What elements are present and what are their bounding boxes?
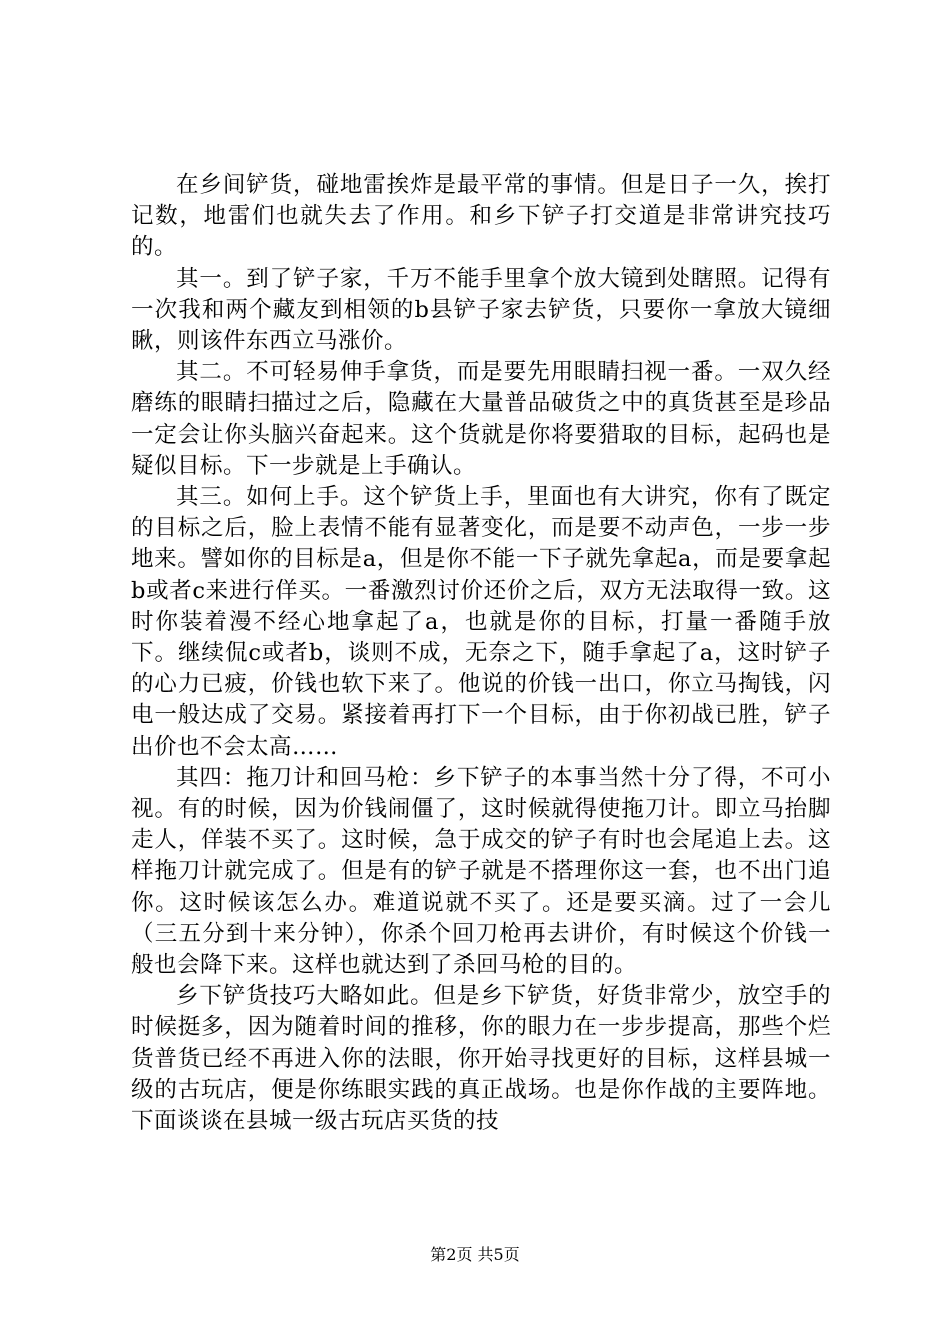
paragraph-summary: 乡下铲货技巧大略如此。但是乡下铲货，好货非常少，放空手的时候挺多，因为随着时间的推移，你的眼力在一步步提高，那些个烂货普货已经不再进入你的法眼，你开始寻找更好的目标，这样县城一级的古玩店，便是你练眼实践的真正战场。也是你作战的主要阵地。下面谈谈在县城一级古玩店买货的技	[131, 983, 831, 1135]
paragraph-tip-three: 其三。如何上手。这个铲货上手，里面也有大讲究，你有了既定的目标之后，脸上表情不能有显著变化，而是要不动声色，一步一步地来。譬如你的目标是a，但是你不能一下子就先拿起a，而是要拿起b或者c来进行佯买。一番激烈讨价还价之后，双方无法取得一致。这时你装着漫不经心地拿起了a，也就是你的目标，打量一番随手放下。继续侃c或者b，谈则不成，无奈之下，随手拿起了a，这时铲子的心力已疲，价钱也软下来了。他说的价钱一出口，你立马掏钱，闪电一般达成了交易。紧接着再打下一个目标，由于你初战已胜，铲子出价也不会太高……	[131, 484, 831, 760]
paragraph-intro: 在乡间铲货，碰地雷挨炸是最平常的事情。但是日子一久，挨打记数，地雷们也就失去了作用。和乡下铲子打交道是非常讲究技巧的。	[131, 172, 831, 261]
paragraph-tip-two: 其二。不可轻易伸手拿货，而是要先用眼睛扫视一番。一双久经磨练的眼睛扫描过之后，隐藏在大量普品破货之中的真货甚至是珍品一定会让你头脑兴奋起来。这个货就是你将要猎取的目标，起码也是疑似目标。下一步就是上手确认。	[131, 359, 831, 479]
page-footer	[0, 1242, 950, 1265]
document-body	[131, 170, 831, 1137]
page-number-label: 第2页 共5页	[430, 1245, 520, 1264]
paragraph-tip-four: 其四：拖刀计和回马枪：乡下铲子的本事当然十分了得，不可小视。有的时候，因为价钱闹僵了，这时候就得使拖刀计。即立马抬脚走人，佯装不买了。这时候，急于成交的铲子有时也会尾追上去。这样拖刀计就完成了。但是有的铲子就是不搭理你这一套，也不出门追你。这时候该怎么办。难道说就不买了。还是要买滴。过了一会儿（三五分到十来分钟），你杀个回刀枪再去讲价，有时候这个价钱一般也会降下来。这样也就达到了杀回马枪的目的。	[131, 764, 831, 979]
paragraph-tip-one: 其一。到了铲子家，千万不能手里拿个放大镜到处瞎照。记得有一次我和两个藏友到相领的b县铲子家去铲货，只要你一拿放大镜细瞅，则该件东西立马涨价。	[131, 265, 831, 355]
